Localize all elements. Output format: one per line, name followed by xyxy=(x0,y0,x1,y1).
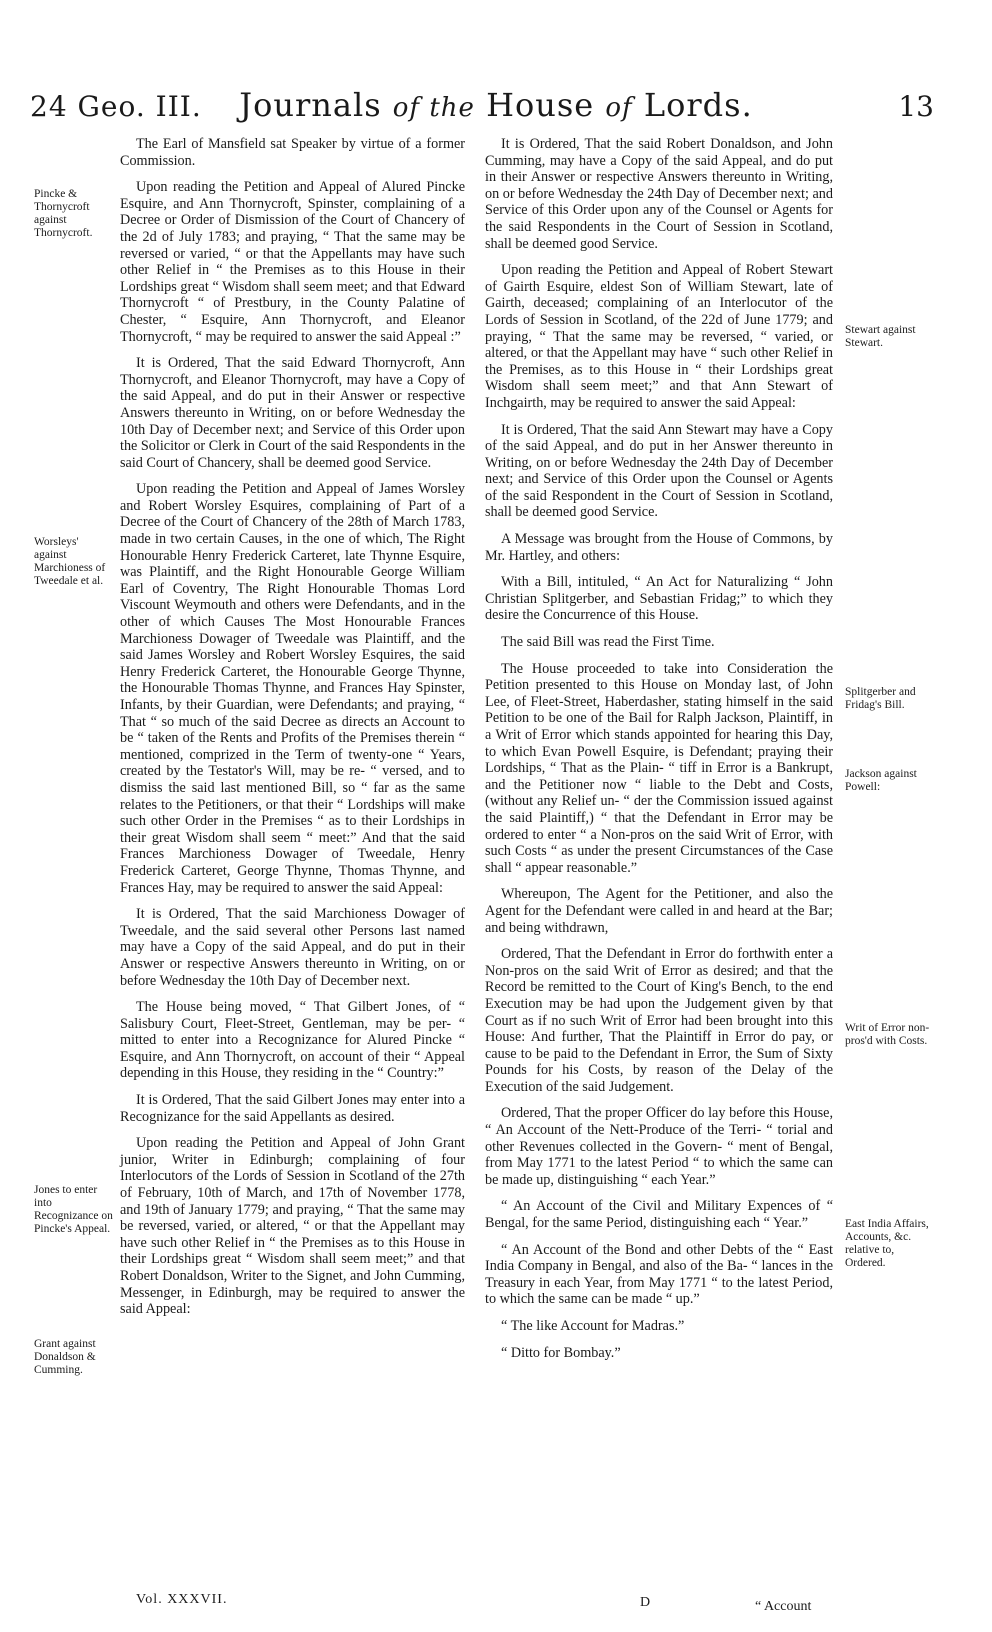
margin-note-grant: Grant against Donaldson & Cumming. xyxy=(34,1338,96,1376)
session-label: 24 Geo. III. xyxy=(30,90,202,123)
commons-message-paragraph: A Message was brought from the House of Commons, by Mr. Hartley, and others: xyxy=(485,531,833,564)
stewart-order-paragraph: It is Ordered, That the said Ann Stewart may have a Copy of the said Appeal, and do put in her Answer thereunto in Writing, on or before Wednesday the 24th Day of December next; and Service of this Order upon the Counsel or Agents of the said Respondent in the Court of Session in Scotland, shall be deemed good Service. xyxy=(485,421,833,521)
lee-petition-paragraph: The House proceeded to take into Consideration the Petition presented to this House on Monday last, of John Lee, of Fleet-Street, Haberdasher, stating himself in the said Petition to be one of the Bail for Ralph Jackson, Plaintiff, in a Writ of Error which stands appointed for hearing this Day, to which Evan Powell Esquire, is Defendant; praying their Lordships, “ That as the Plain- “ tiff in Error is a Bankrupt, and the Petitioner now “ liable to the Debt and Costs, (without any Relief un- “ der the Commission issued against the said Plaintiff,) “ that the Defendant in Error may be ordered to enter “ a Non-pros on the said Writ of Error, with such Costs “ as under the present Circumstances of the Case shall “ appear reasonable.” xyxy=(485,660,833,876)
margin-note-stewart: Stewart against Stewart. xyxy=(845,324,916,349)
page-number: 13 xyxy=(898,90,934,123)
title-word-of-the: of the xyxy=(392,93,475,123)
stewart-appeal-paragraph: Upon reading the Petition and Appeal of Robert Stewart of Gairth Esquire, eldest Son of William Stewart, late of Gairth, deceased; complaining of an Interlocutor of the Lords of Session in Scotland, of the 22d of June 1779; and praying, “ That the same may be reversed, “ varied, or altered, or that the Appellant may have “ such other Relief in the Premises, as to this House in “ their Lordships great Wisdom shall seem meet;” and that Ann Stewart of Inchgairth, may be required to answer the said Appeal: xyxy=(485,262,833,411)
speaker-paragraph: The Earl of Mansfield sat Speaker by virtue of a former Commission. xyxy=(120,136,465,169)
pincke-appeal-paragraph: Upon reading the Petition and Appeal of Alured Pincke Esquire, and Ann Thornycroft, Spinster, complaining of a Decree or Order of Dismission of the Court of Chancery of the 2d of July 1783; and praying, “ That the same may be reversed or varied, “ or that the Appellants may have such other Relief in “ the Premises as to this House in their Lordships great “ Wisdom shall seem meet; and that Edward Thornycroft “ of Prestbury, in the County Palatine of Chester, “ Esquire, Ann Thornycroft, and Eleanor Thornycroft, “ may be required to answer the said Appeal :” xyxy=(120,179,465,345)
agents-heard-paragraph: Whereupon, The Agent for the Petitioner, and also the Agent for the Defendant were called in and heard at the Bar; and being withdrawn, xyxy=(485,886,833,936)
bengal-expences-paragraph: “ An Account of the Civil and Military Expences of “ Bengal, for the same Period, distinguishing each “ Year.” xyxy=(485,1198,833,1232)
title-word-of: of xyxy=(605,93,633,123)
jones-motion-paragraph: The House being moved, “ That Gilbert Jones, of “ Salisbury Court, Fleet-Street, Gentleman, may be per- “ mitted to enter into a Recognizance for Alured Pincke “ Esquire, and Ann Thornycroft, on account of their “ Appeal depending in this House, they residing in the “ Country:” xyxy=(120,999,465,1082)
right-column xyxy=(485,136,833,1371)
first-reading-paragraph: The said Bill was read the First Time. xyxy=(501,634,715,651)
worsley-order-paragraph: It is Ordered, That the said Marchioness Dowager of Tweedale, and the said several other Persons last named may have a Copy of the said Appeal, and do put in their Answer or respective Answers thereunto in Writing, on or before Wednesday the 10th Day of December next. xyxy=(120,906,465,989)
catchword: “ Account xyxy=(755,1599,812,1614)
bengal-revenue-paragraph: Ordered, That the proper Officer do lay before this House, “ An Account of the Nett-Produce of the Terri- “ torial and other Revenues collected in the Govern- “ ment of Bengal, from May 1771 to the latest Period “ to which the same can be made up, distinguishing “ each Year.” xyxy=(485,1105,833,1188)
title-word-lords: Lords. xyxy=(643,86,753,124)
margin-note-jones: Jones to enter into Recognizance on Pincke's Appeal. xyxy=(34,1184,113,1235)
donaldson-order-paragraph: It is Ordered, That the said Robert Donaldson, and John Cumming, may have a Copy of the said Appeal, and do put in their Answer or respective Answers thereunto in Writing, on or before Wednesday the 24th Day of December next; and Service of this Order upon any of the Counsel or Agents for the said Respondents in the Court of Session in Scotland, shall be deemed good Service. xyxy=(485,136,833,252)
bengal-debts-paragraph: “ An Account of the Bond and other Debts of the “ East India Company in Bengal, and also of the Ba- “ lances in the Treasury in each Year, from May 1771 “ to the latest Period, to which the same can be made “ up.” xyxy=(485,1241,833,1308)
signature-mark: D xyxy=(640,1595,651,1610)
margin-note-writ: Writ of Error non-pros'd with Costs. xyxy=(845,1022,930,1047)
margin-note-splitgerber: Splitgerber and Fridag's Bill. xyxy=(845,686,916,711)
worsley-appeal-paragraph: Upon reading the Petition and Appeal of James Worsley and Robert Worsley Esquires, complaining of Part of a Decree of the Court of Chancery of the 28th of March 1783, made in two certain Causes, in the one of which, The Right Honourable Henry Frederick Carteret, late Thynne Esquire, was Plaintiff, and the Right Honourable George William Earl of Coventry, The Right Honourable Thomas Lord Viscount Weymouth and others were Defendants, and in the other of which Causes The Most Honourable Frances Marchioness Dowager of Tweedale was Plaintiff, and the said James Worsley and Robert Worsley Esquires, the said Henry Frederick Carteret, the Honourable George Thynne, the Honourable Thomas Thynne, and Frances Hay Spinster, Infants, by their Guardian, were Defendants; and praying, “ That “ so much of the said Decree as directs an Account to be “ taken of the Rents and Profits of the Premises therein “ mentioned, comprized in the Term of twenty-one “ Years, created by the Testator's Will, may be re- “ versed, and to dismiss the said last mentioned Bill, so “ far as the same relates to the Petitioners, or that their “ Lordships will make such other Order in the Premises “ as to their Lordships in their great Wisdom shall seem “ meet:” And that the said Frances Marchioness Dowager of Tweedale, Henry Frederick Carteret, George Thynne, Thomas Thynne, and Frances Hay, may be required to answer the said Appeal: xyxy=(120,481,465,896)
madras-line: “ The like Account for Madras.” xyxy=(501,1318,685,1334)
nonpros-order-paragraph: Ordered, That the Defendant in Error do forthwith enter a Non-pros on the said Writ of Error as desired; and that the Record be remitted to the Court of King's Bench, to the end Execution may be had upon the Judgement given by that Court as if no such Writ of Error had been brought into this House: And further, That the Plaintiff in Error do pay, or cause to be paid to the Defendant in Error, the Sum of Sixty Pounds for his Costs, by reason of the Delay of the Execution of the said Judgement. xyxy=(485,946,833,1095)
margin-note-pincke: Pincke & Thornycroft against Thornycroft. xyxy=(34,188,93,239)
naturalization-bill-paragraph: With a Bill, intituled, “ An Act for Naturalizing “ John Christian Splitgerber, and Sebastian Fridag;” to which they desire the Concurrence of this House. xyxy=(485,574,833,624)
jones-order-paragraph: It is Ordered, That the said Gilbert Jones may enter into a Recognizance for the said Appellants as desired. xyxy=(120,1092,465,1125)
left-column xyxy=(120,136,465,1328)
margin-note-east-india: East India Affairs, Accounts, &c. relative to, Ordered. xyxy=(845,1218,929,1269)
margin-note-jackson: Jackson against Powell: xyxy=(845,768,917,793)
margin-note-worsleys: Worsleys' against Marchioness of Tweedale et al. xyxy=(34,536,106,587)
journal-title xyxy=(0,86,992,124)
grant-appeal-paragraph: Upon reading the Petition and Appeal of John Grant junior, Writer in Edinburgh; complaining of four Interlocutors of the Lords of Session in Scotland of the 27th of February, 10th of March, and 17th of November 1778, and 19th of January 1779; and praying, “ That the same may be reversed, varied, or altered, “ or that the Appellant may have such other Relief in “ the Premises as to this House in their Lordships great “ Wisdom shall seem meet;” and that Robert Donaldson, Writer to the Signet, and John Cumming, Messenger, in Edinburgh, may be required to answer the said Appeal: xyxy=(120,1135,465,1318)
pincke-order-paragraph: It is Ordered, That the said Edward Thornycroft, Ann Thornycroft, and Eleanor Thornycroft, may have a Copy of the said Appeal, and do put in their Answer or respective Answers thereunto in Writing, on or before Wednesday the 10th Day of December next; and Service of this Order upon the Solicitor or Clerk in Court of the said Respondents in the said Court of Chancery, shall be deemed good Service. xyxy=(120,355,465,471)
title-word-house: House xyxy=(486,86,595,124)
title-word-journals: Journals xyxy=(239,86,382,124)
volume-label: Vol. XXXVII. xyxy=(136,1592,228,1607)
page-header xyxy=(0,0,992,140)
bombay-line: “ Ditto for Bombay.” xyxy=(501,1344,621,1361)
